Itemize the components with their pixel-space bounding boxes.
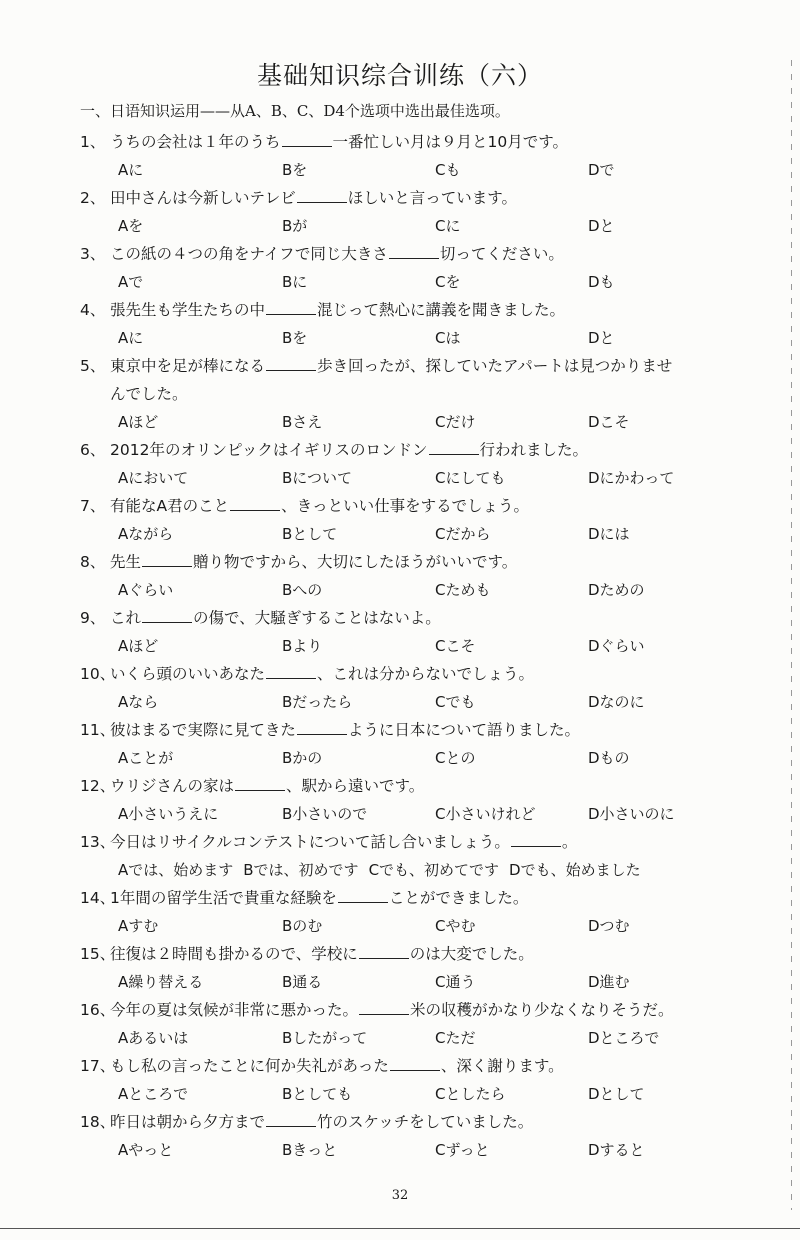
option-d: Dとして [588,1085,645,1103]
page-title: 基础知识综合训练（六） [256,61,543,90]
question-number: 16、 [80,1001,116,1019]
option-b: Bでは、初めです [243,861,359,879]
question-stem-after: ように日本について語りました。 [347,721,581,739]
answer-options [80,520,770,548]
answer-blank [230,496,280,511]
option-c: Cだから [435,525,491,543]
option-a: Aでは、始めます [118,861,234,879]
answer-options [80,632,770,660]
option-a: Aあるいは [118,1029,189,1047]
answer-options [80,912,770,940]
question-stem-after: 、これは分からないでしょう。 [317,665,535,683]
question-text [80,660,770,688]
answer-options [80,408,770,436]
question-5 [80,352,770,436]
answer-options [80,576,770,604]
option-c: Cにしても [435,469,506,487]
option-d: Dには [588,525,630,543]
answer-blank [511,832,561,847]
question-stem-after: 、駅から遠いです。 [286,777,425,795]
answer-blank [359,1000,409,1015]
option-a: Aながら [118,525,174,543]
answer-options [80,744,770,772]
option-c: Cただ [435,1029,476,1047]
question-stem-before: 張先生も学生たちの中 [110,301,266,319]
question-stem-after: 贈り物ですから、大切にしたほうがいいです。 [193,553,518,571]
question-stem-before: 往復は２時間も掛かるので、学校に [110,945,358,963]
option-d: Dための [588,581,645,599]
question-stem-before: もし私の言ったことに何か失礼があった [110,1057,389,1075]
option-b: Bだったら [282,693,353,711]
question-stem-after: ことができました。 [388,889,529,907]
option-a: Aことが [118,749,174,767]
question-text [80,436,770,464]
option-c: Cは [435,329,461,347]
question-number: 14、 [80,889,116,907]
question-13 [80,828,770,884]
answer-options [80,324,770,352]
question-stem-after: 、深く謝ります。 [440,1057,564,1075]
question-number: 17、 [80,1057,116,1075]
option-a: Aところで [118,1085,189,1103]
option-d: Dぐらい [588,637,645,655]
question-number: 3、 [80,245,106,263]
question-number: 11、 [80,721,116,739]
question-stem-before: 1年間の留学生活で貴重な経験を [110,889,337,907]
option-c: Cこそ [435,637,476,655]
question-stem-before: 田中さんは今新しいテレビ [110,189,296,207]
option-b: Bより [282,637,323,655]
option-d: Dにかわって [588,469,675,487]
option-a: A小さいうえに [118,805,219,823]
question-stem-after: 歩き回ったが、探していたアパートは見つかりませ [317,357,673,375]
option-c: Cずっと [435,1141,490,1159]
answer-blank [266,664,316,679]
question-stem-after: 混じって熱心に講義を聞きました。 [317,301,566,319]
question-17 [80,1052,770,1108]
question-stem-before: うちの会社は１年のうち [110,133,281,151]
question-6 [80,436,770,492]
answer-blank [429,440,479,455]
option-a: Aほど [118,413,159,431]
question-stem-after: 米の収穫がかなり少なくなりそうだ。 [410,1001,674,1019]
option-d: Dこそ [588,413,630,431]
question-stem-after: 、きっといい仕事をするでしょう。 [281,497,529,515]
answer-blank [142,552,192,567]
question-4 [80,296,770,352]
option-b: Bを [282,329,308,347]
option-c: Cとの [435,749,476,767]
option-c: C通う [435,973,476,991]
section-header: 一、日语知识运用——从A、B、C、D4个选项中选出最佳选项。 [80,102,510,120]
answer-options [80,268,770,296]
question-stem-before: 昨日は朝から夕方まで [110,1113,266,1131]
question-text [80,1052,770,1080]
option-b: Bきっと [282,1141,338,1159]
answer-options [80,156,770,184]
answer-blank [338,888,388,903]
option-b: Bへの [282,581,323,599]
option-d: Dすると [588,1141,645,1159]
question-number: 18、 [80,1113,116,1131]
question-text [80,996,770,1024]
page-number: 32 [391,1188,409,1203]
option-d: D進む [588,973,630,991]
question-stem-after: 。 [561,833,578,851]
question-number: 5、 [80,357,106,375]
option-d: Dでも、始めました [509,861,641,879]
answer-blank [390,1056,440,1071]
answer-blank [297,720,347,735]
question-text [80,828,770,856]
question-11 [80,716,770,772]
answer-blank [266,300,316,315]
question-stem-after: 行われました。 [479,441,589,459]
question-stem-before: 2012年のオリンピックはイギリスのロンドン [110,441,428,459]
question-stem-before: この紙の４つの角をナイフで同じ大きさ [110,245,388,263]
option-c: Cためも [435,581,491,599]
question-stem-before: 有能なA君のこと [110,497,230,515]
option-b: B通る [282,973,323,991]
option-a: Aを [118,217,144,235]
answer-blank [359,944,409,959]
option-b: Bしたがって [282,1029,368,1047]
question-stem-before: 東京中を足が棒になる [110,357,266,375]
question-stem-after: のは大変でした。 [409,945,534,963]
option-c: Cでも [435,693,476,711]
answer-blank [266,356,316,371]
question-18 [80,1108,770,1164]
question-stem-before: 先生 [110,553,142,571]
question-text [80,548,770,576]
answer-options [80,212,770,240]
question-number: 9、 [80,609,106,627]
option-a: Aにおいて [118,469,189,487]
question-text [80,240,770,268]
question-8 [80,548,770,604]
option-a: A繰り替える [118,973,204,991]
question-12 [80,772,770,828]
question-stem-after: 竹のスケッチをしていました。 [317,1113,534,1131]
option-b: Bを [282,161,308,179]
question-stem-before: 今年の夏は気候が非常に悪かった。 [110,1001,359,1019]
answer-options [80,1080,770,1108]
question-10 [80,660,770,716]
question-list [80,128,770,1164]
answer-blank [235,776,285,791]
answer-options [80,856,770,884]
answer-options [80,464,770,492]
question-7 [80,492,770,548]
option-d: Dところで [588,1029,660,1047]
question-stem-before: これ [110,609,142,627]
answer-blank [142,608,192,623]
option-c: Cだけ [435,413,476,431]
option-b: B小さいので [282,805,368,823]
question-15 [80,940,770,996]
option-b: Bかの [282,749,323,767]
question-number: 4、 [80,301,106,319]
question-text [80,352,770,380]
answer-options [80,688,770,716]
question-text [80,772,770,800]
question-3 [80,240,770,296]
option-d: D小さいのに [588,805,675,823]
question-2 [80,184,770,240]
answer-options [80,968,770,996]
question-9 [80,604,770,660]
question-text [80,128,770,156]
question-stem-before: 彼はまるで実際に見てきた [110,721,296,739]
question-stem-after: の傷で、大騒ぎすることはないよ。 [193,609,441,627]
question-stem-before: 今日はリサイクルコンテストについて話し合いましょう。 [110,833,510,851]
question-text [80,884,770,912]
option-d: Dも [588,273,615,291]
option-d: Dなのに [588,693,645,711]
question-continuation: んでした。 [110,385,188,403]
question-number: 8、 [80,553,106,571]
option-c: Cも [435,161,461,179]
option-a: Aなら [118,693,159,711]
answer-options [80,1136,770,1164]
option-b: Bさえ [282,413,323,431]
answer-blank [282,132,332,147]
question-number: 12、 [80,777,116,795]
question-stem-before: いくら頭のいいあなた [110,665,266,683]
question-stem-after: ほしいと言っています。 [347,189,517,207]
question-text [80,492,770,520]
question-text [80,1108,770,1136]
option-a: Aすむ [118,917,159,935]
option-a: Aに [118,161,144,179]
question-stem-after: 一番忙しい月は９月と10月です。 [332,133,568,151]
option-d: Dつむ [588,917,630,935]
option-b: Bとしても [282,1085,353,1103]
answer-options [80,1024,770,1052]
option-c: Cに [435,217,461,235]
question-number: 6、 [80,441,106,459]
option-a: Aほど [118,637,159,655]
option-c: Cとしたら [435,1085,506,1103]
option-d: Dと [588,217,615,235]
scan-edge [791,60,792,1210]
question-number: 7、 [80,497,106,515]
option-b: Bとして [282,525,338,543]
option-d: Dと [588,329,615,347]
option-c: C小さいけれど [435,805,536,823]
question-number: 2、 [80,189,106,207]
question-number: 13、 [80,833,116,851]
option-b: Bに [282,273,308,291]
question-text [80,940,770,968]
question-16 [80,996,770,1052]
question-stem-after: 切ってください。 [439,245,564,263]
option-b: Bが [282,217,308,235]
question-number: 15、 [80,945,116,963]
option-a: Aで [118,273,144,291]
answer-blank [297,188,347,203]
question-number: 10、 [80,665,116,683]
answer-options [80,800,770,828]
option-c: Cやむ [435,917,476,935]
option-d: Dもの [588,749,630,767]
option-a: Aやっと [118,1141,174,1159]
question-14 [80,884,770,940]
question-text [80,716,770,744]
answer-blank [389,244,439,259]
option-b: Bについて [282,469,352,487]
option-b: Bのむ [282,917,323,935]
question-stem-before: ウリジさんの家は [110,777,235,795]
answer-blank [266,1112,316,1127]
question-number: 1、 [80,133,106,151]
option-c: Cでも、初めてです [368,861,500,879]
bottom-rule [0,1228,800,1229]
question-text [80,296,770,324]
option-a: Aぐらい [118,581,174,599]
question-1 [80,128,770,184]
option-a: Aに [118,329,144,347]
option-c: Cを [435,273,461,291]
option-d: Dで [588,161,615,179]
question-text [80,604,770,632]
question-text [80,184,770,212]
